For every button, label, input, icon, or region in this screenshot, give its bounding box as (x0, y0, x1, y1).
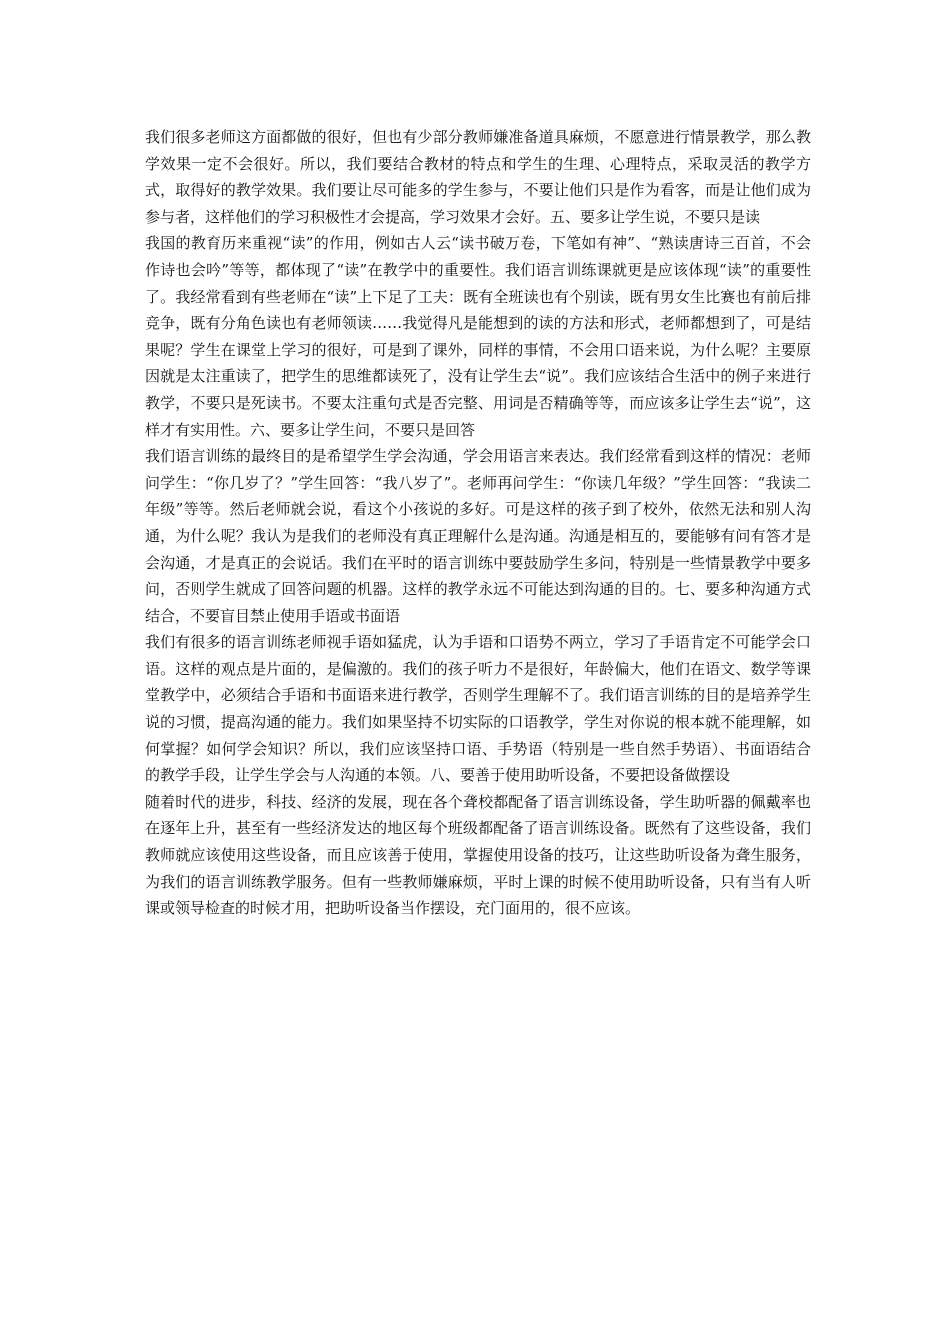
paragraph-5: 随着时代的进步，科技、经济的发展，现在各个聋校都配备了语言训练设备，学生助听器的佩戴率也在逐年上升，甚至有一些经济发达的地区每个班级都配备了语言训练设备。既然有了这些设备，我们教师就应该使用这些设备，而且应该善于使用，掌握使用设备的技巧，让这些助听设备为聋生服务，为我们的语言训练教学服务。但有一些教师嫌麻烦，平时上课的时候不使用助听设备，只有当有人听课或领导检查的时候才用，把助听设备当作摆设，充门面用的，很不应该。 (145, 792, 811, 918)
paragraph-4: 我们有很多的语言训练老师视手语如猛虎，认为手语和口语势不两立，学习了手语肯定不可能学会口语。这样的观点是片面的，是偏激的。我们的孩子听力不是很好，年龄偏大，他们在语文、数学等课堂教学中，必须结合手语和书面语来进行教学，否则学生理解不了。我们语言训练的目的是培养学生说的习惯，提高沟通的能力。我们如果坚持不切实际的口语教学，学生对你说的根本就不能理解，如何掌握？如何学会知识？所以，我们应该坚持口语、手势语（特别是一些自然手势语）、书面语结合的教学手段，让学生学会与人沟通的本领。八、要善于使用助听设备，不要把设备做摆设 (145, 633, 811, 785)
document-body (145, 124, 811, 922)
paragraph-2: 我国的教育历来重视“读”的作用，例如古人云“读书破万卷，下笔如有神”、“熟读唐诗三百首，不会作诗也会吟”等等，都体现了“读”在教学中的重要性。我们语言训练课就更是应该体现“读”的重要性了。我经常看到有些老师在“读”上下足了工夫：既有全班读也有个别读，既有男女生比赛也有前后排竞争，既有分角色读也有老师领读……我觉得凡是能想到的读的方法和形式，老师都想到了，可是结果呢？学生在课堂上学习的很好，可是到了课外，同样的事情，不会用口语来说，为什么呢？主要原因就是太注重读了，把学生的思维都读死了，没有让学生去“说”。我们应该结合生活中的例子来进行教学，不要只是死读书。不要太注重句式是否完整、用词是否精确等等，而应该多让学生去“说”，这样才有实用性。六、要多让学生问，不要只是回答 (145, 234, 811, 439)
paragraph-3: 我们语言训练的最终目的是希望学生学会沟通，学会用语言来表达。我们经常看到这样的情况：老师问学生：“你几岁了？”学生回答：“我八岁了”。老师再问学生：“你读几年级？”学生回答：“我读二年级”等等。然后老师就会说，看这个小孩说的多好。可是这样的孩子到了校外，依然无法和别人沟通，为什么呢？我认为是我们的老师没有真正理解什么是沟通。沟通是相互的，要能够有问有答才是会沟通，才是真正的会说话。我们在平时的语言训练中要鼓励学生多问，特别是一些情景教学中要多问，否则学生就成了回答问题的机器。这样的教学永远不可能达到沟通的目的。七、要多种沟通方式结合，不要盲目禁止使用手语或书面语 (145, 447, 811, 625)
paragraph-1: 我们很多老师这方面都做的很好，但也有少部分教师嫌准备道具麻烦，不愿意进行情景教学，那么教学效果一定不会很好。所以，我们要结合教材的特点和学生的生理、心理特点，采取灵活的教学方式，取得好的教学效果。我们要让尽可能多的学生参与，不要让他们只是作为看客，而是让他们成为参与者，这样他们的学习积极性才会提高，学习效果才会好。五、要多让学生说，不要只是读 (145, 128, 811, 226)
